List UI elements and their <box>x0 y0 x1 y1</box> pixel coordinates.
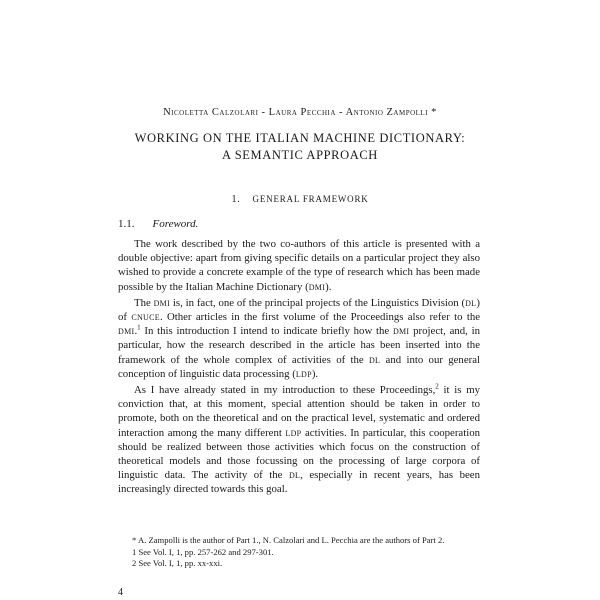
article-title <box>0 130 600 164</box>
footnote-2: 2 See Vol. I, 1, pp. xx-xxi. <box>132 558 223 568</box>
footnote-ref: 1 <box>137 323 141 332</box>
abbreviation: dmi <box>392 325 410 338</box>
paragraph-3: As I have already stated in my introduction to these Proceedings,$^2$ it is my conviction that, at this moment, special attention should be taken in order to promote, both on the theoretical and on the practical level, systematic and ordered interaction among the many different ldp activities. In particular, this cooperation should be realized between those activities which focus on the construction of theoretical models and those focussing on the processing of large corpora of linguistic data. The activity of the dl, especially in recent years, has been increasingly directed towards this goal. <box>118 382 481 496</box>
title-line-2: A SEMANTIC APPROACH <box>222 148 378 162</box>
page-number: 4 <box>118 587 123 598</box>
footnote-1: 1 See Vol. I, 1, pp. 257-262 and 297-301. <box>132 546 274 557</box>
section-heading <box>0 194 600 205</box>
paragraph-2: The dmi is, in fact, one of the principal projects of the Linguistics Division (dl) of cnuce. Other articles in the first volume of the Proceedings also refer to the dmi.$^1$ In this introduction I intend to indicate briefly how the dmi project, and, in particular, how the research described in the article has been inserted into the framework of the whole complex of activities of the dl and into our general conception of linguistic data processing (ldp). <box>118 296 481 380</box>
abbreviation: dmi <box>153 296 171 309</box>
abbreviation: dmi <box>118 325 135 338</box>
abbreviation: cnuce <box>131 311 160 324</box>
subsection-number: 1.1. <box>118 218 135 230</box>
body-text <box>118 237 480 499</box>
authors-line: Nicoletta Calzolari - Laura Pecchia - Antonio Zampolli * <box>163 107 437 118</box>
section-title: GENERAL FRAMEWORK <box>252 194 369 204</box>
subsection-heading <box>118 218 198 230</box>
paragraph-1: The work described by the two co-authors of this article is presented with a double objective: apart from giving specific details on a particular project they also wished to provide a concrete example of the type of research which has been made possible by the Italian Machine Dictionary (dmi). <box>118 238 480 293</box>
abbreviation: dl <box>288 469 301 482</box>
section-number: 1. <box>231 194 241 205</box>
footnotes <box>118 535 480 570</box>
title-line-1: WORKING ON THE ITALIAN MACHINE DICTIONARY: <box>134 131 466 145</box>
abbreviation: ldp <box>295 367 312 380</box>
abbreviation: dl <box>368 353 381 366</box>
footnote-ref: 2 <box>435 382 439 391</box>
abbreviation: dmi <box>308 280 326 293</box>
abbreviation: dl <box>465 296 477 309</box>
abbreviation: ldp <box>285 426 302 439</box>
subsection-title: Foreword. <box>152 218 199 230</box>
footnote-author: * A. Zampolli is the author of Part 1., N. Calzolari and L. Pecchia are the authors of Part 2. <box>132 535 445 545</box>
